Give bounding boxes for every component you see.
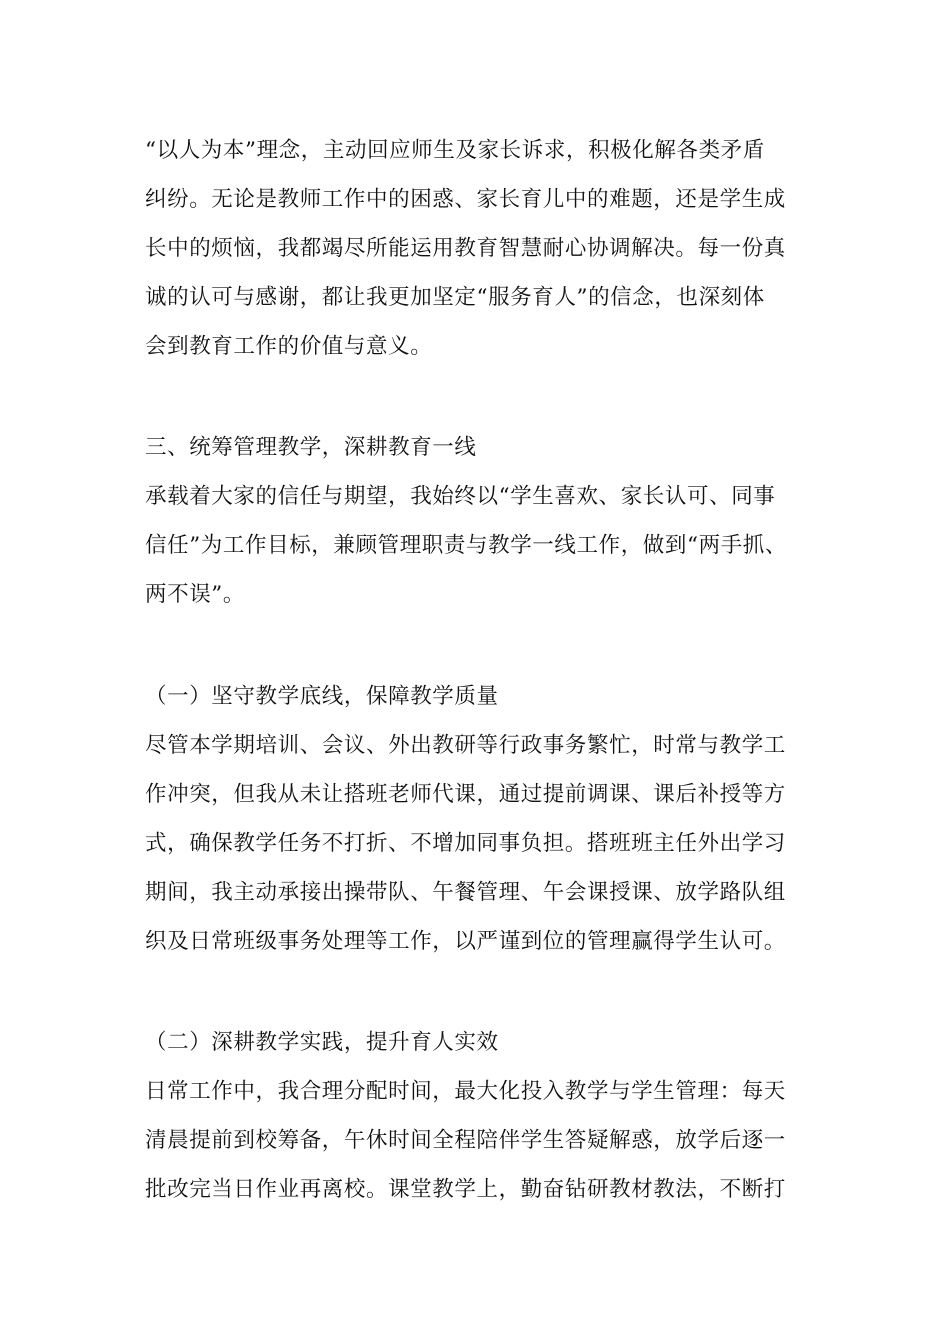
- paragraph-line: 纠纷。无论是教师工作中的困惑、家长育儿中的难题，还是学生成: [145, 187, 786, 212]
- paragraph-line: 会到教育工作的价值与意义。: [145, 334, 433, 359]
- paragraph-line: 尽管本学期培训、会议、外出教研等行政事务繁忙，时常与教学工: [145, 733, 786, 758]
- paragraph-line: 两不误”。: [145, 582, 245, 607]
- paragraph-line: 信任”为工作目标，兼顾管理职责与教学一线工作，做到“两手抓、: [145, 533, 787, 558]
- paragraph-line: 作冲突，但我从未让搭班老师代课，通过提前调课、课后补授等方: [145, 782, 786, 807]
- paragraph-line: 承载着大家的信任与期望，我始终以“学生喜欢、家长认可、同事: [145, 484, 776, 509]
- section-heading: 三、统筹管理教学，深耕教育一线: [145, 435, 477, 460]
- paragraph-line: 诚的认可与感谢，都让我更加坚定“服务育人”的信念，也深刻体: [145, 285, 765, 310]
- paragraph-line: 清晨提前到校筹备，午休时间全程陪伴学生答疑解惑，放学后逐一: [145, 1128, 786, 1153]
- paragraph-line: 批改完当日作业再离校。课堂教学上，勤奋钻研教材教法，不断打: [145, 1177, 786, 1202]
- subsection-heading: （一）坚守教学底线，保障教学质量: [145, 684, 499, 709]
- paragraph-line: 长中的烦恼，我都竭尽所能运用教育智慧耐心协调解决。每一份真: [145, 236, 786, 261]
- paragraph-line: 日常工作中，我合理分配时间，最大化投入教学与学生管理：每天: [145, 1079, 786, 1104]
- paragraph-line: 式，确保教学任务不打折、不增加同事负担。搭班班主任外出学习: [145, 831, 786, 856]
- paragraph-line: 期间，我主动承接出操带队、午餐管理、午会课授课、放学路队组: [145, 880, 786, 905]
- subsection-heading: （二）深耕教学实践，提升育人实效: [145, 1030, 499, 1055]
- paragraph-line: “以人为本”理念，主动回应师生及家长诉求，积极化解各类矛盾: [145, 138, 765, 163]
- paragraph-line: 织及日常班级事务处理等工作，以严谨到位的管理赢得学生认可。: [145, 929, 786, 954]
